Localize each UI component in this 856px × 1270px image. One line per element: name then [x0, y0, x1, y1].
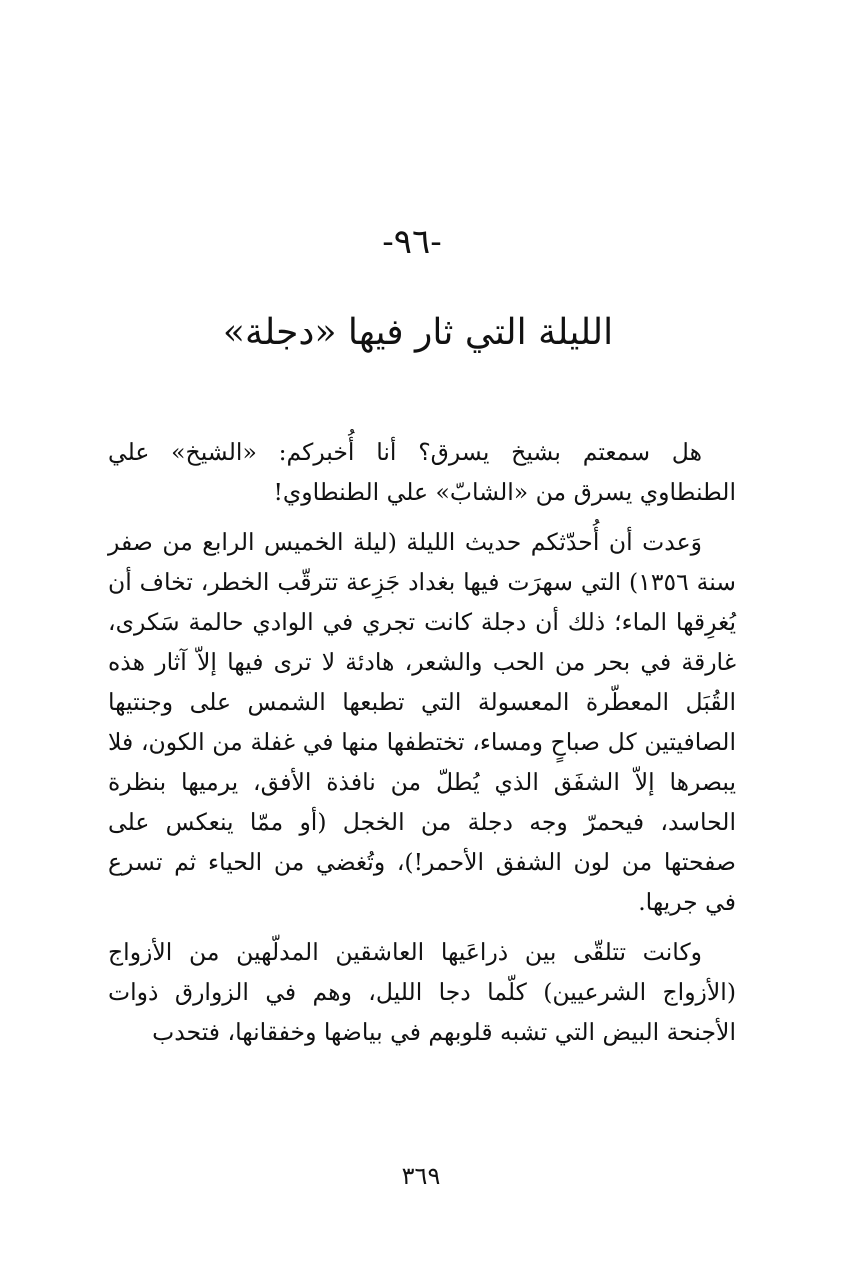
paragraph: وَعدت أن أُحدّثكم حديث الليلة (ليلة الخميس الرابع من صفر سنة ١٣٥٦) التي سهرَت فيها بغداد جَزِعة تترقّب الخطر، تخاف أن يُغرِقها الماء؛ ذلك أن دجلة كانت تجري في الوادي حالمة سَكرى، غارقة في بحر من الحب والشعر، هادئة لا ترى فيها إلاّ آثار هذه القُبَل المعطّرة المعسولة التي تطبعها الشمس على وجنتيها الصافيتين كل صباحٍ ومساء، تختطفها منها في غفلة من الكون، فلا يبصرها إلاّ الشفَق الذي يُطلّ من نافذة الأفق، يرميها بنظرة الحاسد، فيحمرّ وجه دجلة من الخجل (أو ممّا ينعكس على صفحتها من لون الشفق الأحمر!)، وتُغضي من الحياء ثم تسرع في جريها.	[108, 528, 736, 916]
paragraph: وكانت تتلقّى بين ذراعَيها العاشقين المدلّهين من الأزواج (الأزواج الشرعيين) كلّما دجا الليل، وهم في الزوارق ذوات الأجنحة البيض التي تشبه قلوبهم في بياضها وخفقانها، فتحدب	[108, 938, 736, 1046]
paragraph: هل سمعتم بشيخ يسرق؟ أنا أُخبركم: «الشيخ» علي الطنطاوي يسرق من «الشابّ» علي الطنطاوي!	[108, 438, 736, 506]
chapter-title: الليلة التي ثار فيها «دجلة»	[222, 312, 614, 353]
chapter-number: -٩٦-	[382, 222, 442, 262]
page-number: ٣٦٩	[401, 1162, 441, 1190]
body-text	[108, 432, 736, 1062]
